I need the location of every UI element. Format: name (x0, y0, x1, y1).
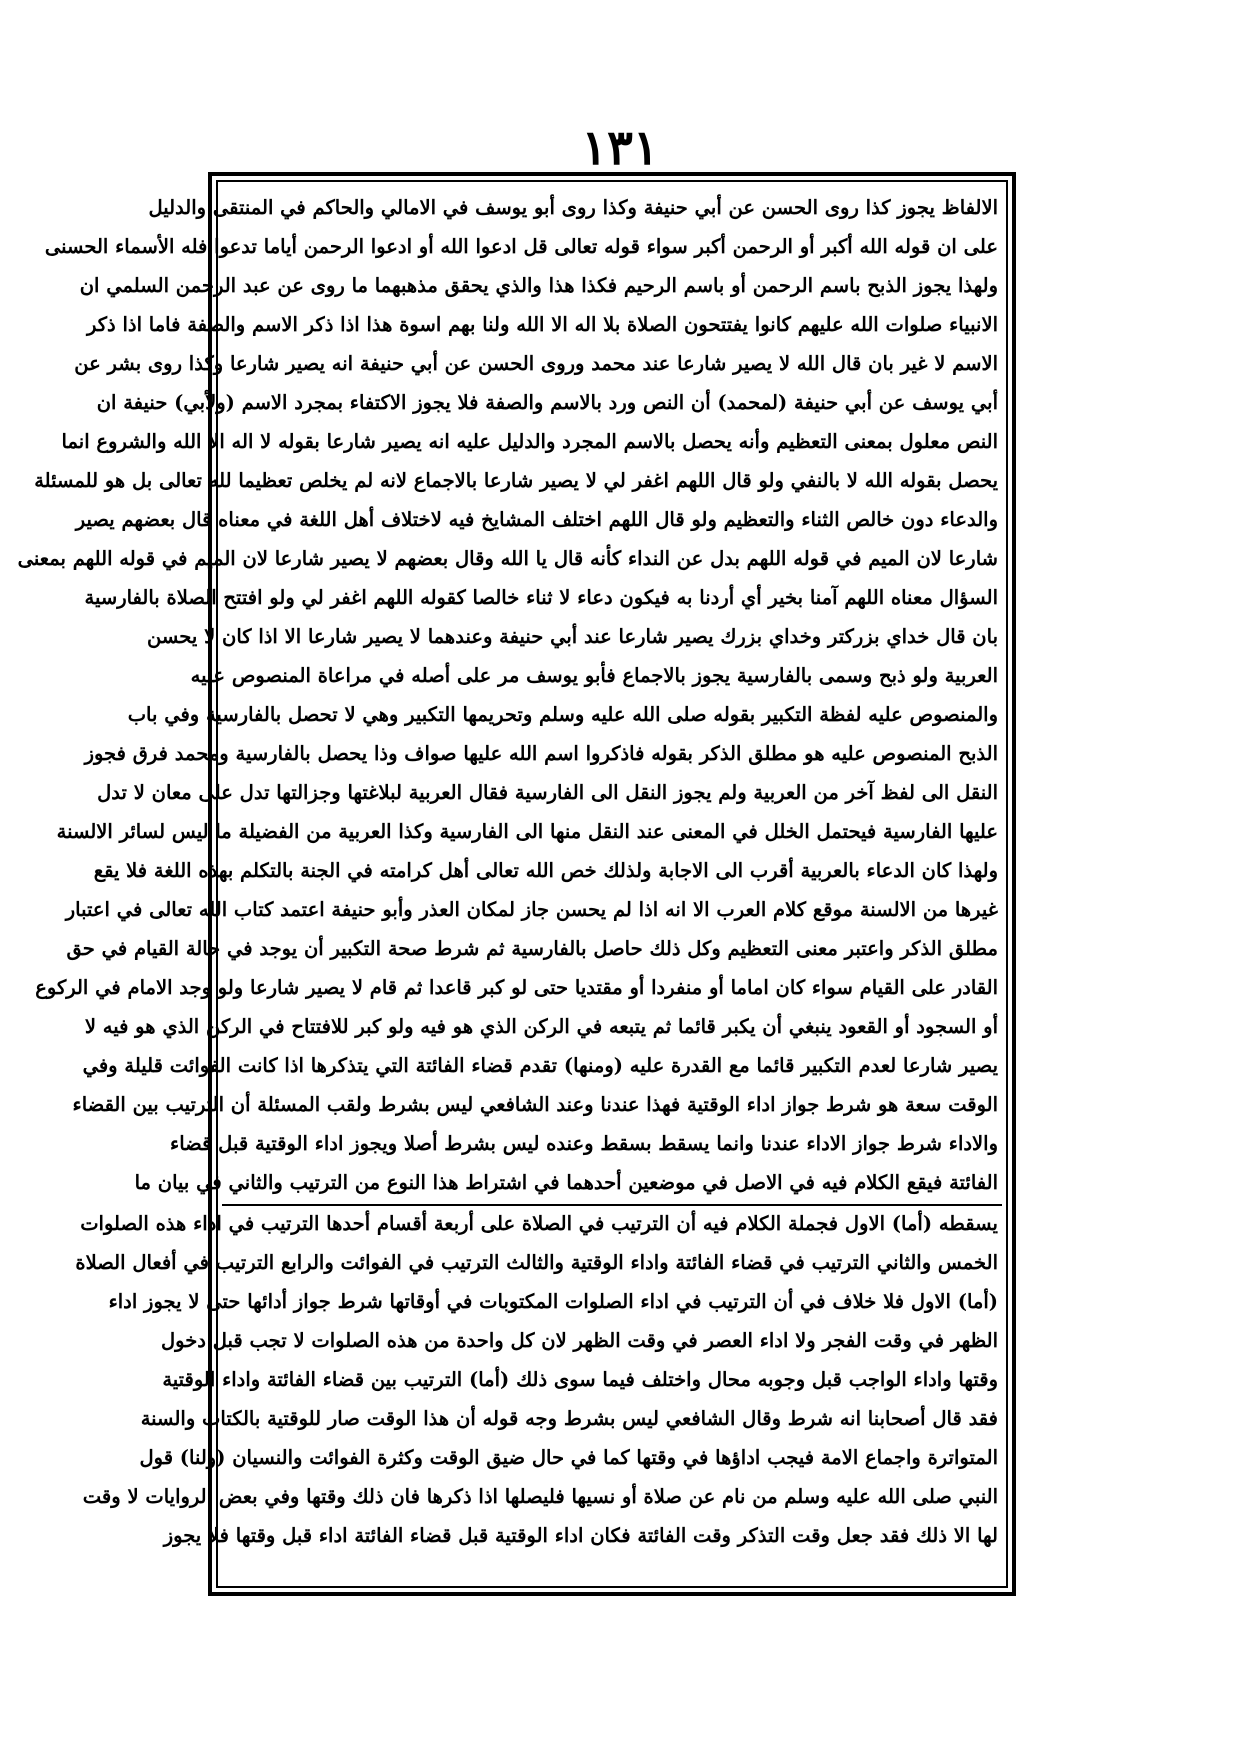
text-line: والمنصوص عليه لفظة التكبير بقوله صلى الله عليه وسلم وتحريمها التكبير وهي لا تحصل بالفارسية وفي باب (127, 703, 998, 726)
text-line: مطلق الذكر واعتبر معنى التعظيم وكل ذلك حاصل بالفارسية ثم شرط صحة التكبير أن يوجد في حالة القيام في حق (66, 937, 998, 960)
text-line: (أما) الاول فلا خلاف في أن الترتيب في اداء الصلوات المكتوبات في أوقاتها شرط جواز أدائها حتى لا يجوز اداء (108, 1290, 998, 1313)
text-line: شارعا لان الميم في قوله اللهم بدل عن النداء كأنه قال يا الله وقال بعضهم لا يصير شارعا لان الميم في قوله اللهم بمعنى (17, 547, 998, 570)
main-text-column (17, 188, 1002, 1580)
text-line: غيرها من الالسنة موقع كلام العرب الا انه اذا لم يحسن جاز لمكان العذر وأبو حنيفة اعتمد كتاب الله تعالى في اعتبار (65, 898, 998, 921)
text-line: السؤال معناه اللهم آمنا بخير أي أردنا به فيكون دعاء لا ثناء خالصا كقوله اللهم اغفر لي ولو افتتح الصلاة بالفارسية (84, 586, 998, 609)
text-line: القادر على القيام سواء كان اماما أو منفردا أو مقتديا حتى لو كبر قاعدا ثم قام لا يصير شارعا ولو وجد الامام في الركوع (35, 976, 998, 999)
text-line: وقتها واداء الواجب قبل وجوبه محال واختلف فيما سوى ذلك (أما) الترتيب بين قضاء الفائتة واداء الوقتية (162, 1368, 998, 1391)
text-line: أو السجود أو القعود ينبغي أن يكبر قائما ثم يتبعه في الركن الذي هو فيه ولو كبر للافتتاح في الركن الذي هو فيه لا (84, 1015, 998, 1038)
text-line: أبي يوسف عن أبي حنيفة (لمحمد) أن النص ورد بالاسم والصفة فلا يجوز الاكتفاء بمجرد الاسم (ولأبي) حنيفة ان (96, 391, 998, 414)
text-line: الظهر في وقت الفجر ولا اداء العصر في وقت الظهر لان كل واحدة من هذه الصلوات لا تجب قبل دخول (160, 1329, 998, 1352)
text-line: على ان قوله الله أكبر أو الرحمن أكبر سواء قوله تعالى قل ادعوا الله أو ادعوا الرحمن أياما تدعوا فله الأسماء الحسنى (44, 235, 998, 258)
text-line: والاداء شرط جواز الاداء عندنا وانما يسقط بسقط وعنده ليس بشرط أصلا ويجوز اداء الوقتية قبل قضاء (170, 1132, 998, 1155)
text-line: فقد قال أصحابنا انه شرط وقال الشافعي ليس بشرط وجه قوله أن هذا الوقت صار للوقتية بالكتاب والسنة (140, 1407, 998, 1430)
text-line: يصير شارعا لعدم التكبير قائما مع القدرة عليه (ومنها) تقدم قضاء الفائتة التي يتذكرها اذا كانت الفوائت قليلة وفي (82, 1054, 998, 1077)
text-line: النقل الى لفظ آخر من العربية ولم يجوز النقل الى الفارسية فقال العربية لبلاغتها وجزالتها تدل على معان لا تدل (97, 781, 998, 804)
text-line: عليها الفارسية فيحتمل الخلل في المعنى عند النقل منها الى الفارسية وكذا العربية من الفضيلة ما ليس لسائر الالسنة (56, 820, 998, 843)
text-line: الانبياء صلوات الله عليهم كانوا يفتتحون الصلاة بلا اله الا الله ولنا بهم اسوة هذا اذا ذكر الاسم والصفة فاما اذا ذكر (86, 313, 998, 336)
text-line: الوقت سعة هو شرط جواز اداء الوقتية فهذا عندنا وعند الشافعي ليس بشرط ولقب المسئلة أن الترتيب بين القضاء (72, 1093, 998, 1116)
text-line: المتواترة واجماع الامة فيجب اداؤها في وقتها كما في حال ضيق الوقت وكثرة الفوائت والنسيان (ولنا) قول (139, 1446, 998, 1469)
text-line: النبي صلى الله عليه وسلم من نام عن صلاة أو نسيها فليصلها اذا ذكرها فان ذلك وقتها وفي بعض الروايات لا وقت (82, 1485, 998, 1508)
section-divider-rule (222, 1204, 1002, 1206)
text-line: ولهذا يجوز الذبح باسم الرحمن أو باسم الرحيم فكذا هذا والذي يحقق مذهبهما ما روى عن عبد الرحمن السلمي ان (79, 274, 998, 297)
text-line: يسقطه (أما) الاول فجملة الكلام فيه أن الترتيب في الصلاة على أربعة أقسام أحدها الترتيب في اداء هذه الصلوات (80, 1212, 998, 1235)
text-line: الاسم لا غير بان قال الله لا يصير شارعا عند محمد وروى الحسن عن أبي حنيفة انه يصير شارعا وكذا روى بشر عن (74, 352, 998, 375)
text-line: الفائتة فيقع الكلام فيه في الاصل في موضعين أحدهما في اشتراط هذا النوع من الترتيب والثاني في بيان ما (134, 1171, 998, 1194)
text-line: يحصل بقوله الله لا بالنفي ولو قال اللهم اغفر لي لا يصير شارعا بالاجماع لانه لم يخلص تعظيما لله تعالى بل هو للمسئلة (34, 469, 998, 492)
text-line: بان قال خداي بزركتر وخداي بزرك يصير شارعا عند أبي حنيفة وعندهما لا يصير شارعا الا اذا كان لا يحسن (147, 625, 998, 648)
text-line: الخمس والثاني الترتيب في قضاء الفائتة واداء الوقتية والثالث الترتيب في الفوائت والرابع الترتيب في أفعال الصلاة (75, 1251, 998, 1274)
text-line: والدعاء دون خالص الثناء والتعظيم ولو قال اللهم اختلف المشايخ فيه لاختلاف أهل اللغة في معناه قال بعضهم يصير (75, 508, 998, 531)
text-line: الذبح المنصوص عليه هو مطلق الذكر بقوله فاذكروا اسم الله عليها صواف وذا يحصل بالفارسية ومحمد فرق فجوز (84, 742, 998, 765)
text-line: الالفاظ يجوز كذا روى الحسن عن أبي حنيفة وكذا روى أبو يوسف في الامالي والحاكم في المنتقى والدليل (148, 196, 998, 219)
text-line: النص معلول بمعنى التعظيم وأنه يحصل بالاسم المجرد والدليل عليه انه يصير شارعا بقوله لا اله الا الله والشروع انما (61, 430, 998, 453)
page-number: ۱۳۱ (581, 120, 659, 176)
text-line: ولهذا كان الدعاء بالعربية أقرب الى الاجابة ولذلك خص الله تعالى أهل كرامته في الجنة بالتكلم بهذه اللغة فلا يقع (93, 859, 998, 882)
text-line: لها الا ذلك فقد جعل وقت التذكر وقت الفائتة فكان اداء الوقتية قبل قضاء الفائتة اداء قبل وقتها فلا يجوز (163, 1524, 998, 1547)
text-line: العربية ولو ذبح وسمى بالفارسية يجوز بالاجماع فأبو يوسف مر على أصله في مراعاة المنصوص عليه (190, 664, 998, 687)
